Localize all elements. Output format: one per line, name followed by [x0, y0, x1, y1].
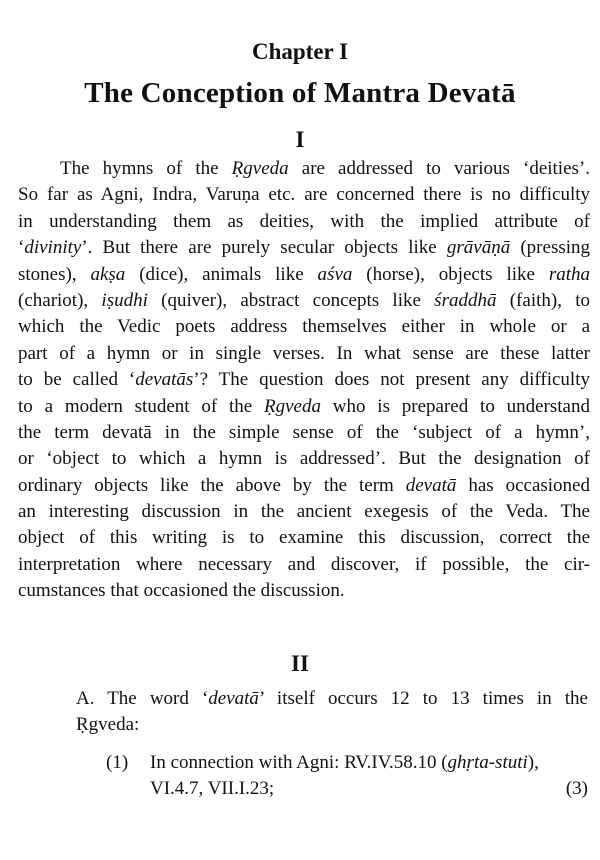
- italic-term: ratha: [548, 263, 591, 285]
- paragraph-line: cumstances that occasioned the discussion.: [18, 580, 345, 602]
- paragraph-line: in understanding them as deities, with the implied attribute of: [18, 210, 590, 232]
- italic-term: aśva: [317, 263, 353, 285]
- list-item-a-line-1: A. The word ‘devatā’ itself occurs 12 to 13 times in the: [76, 688, 588, 709]
- chapter-title: The Conception of Mantra Devatā: [84, 77, 516, 109]
- list-item-1-refs: VI.4.7, VII.I.23;: [150, 778, 275, 800]
- italic-term: devatās: [135, 369, 194, 391]
- paragraph-line: The hymns of the Ṛgveda are addressed to various ‘deities’.: [60, 158, 590, 179]
- italic-term: ghṛta-stuti: [447, 752, 528, 773]
- italic-term: śraddhā: [434, 289, 497, 311]
- list-item-a: [76, 686, 588, 739]
- paragraph-line: So far as Agni, Indra, Varuṇa etc. are concerned there is no difficulty: [18, 184, 590, 206]
- italic-term: Ṛgveda: [264, 395, 321, 417]
- paragraph-line: ordinary objects like the above by the term devatā has occasioned: [18, 474, 590, 496]
- italic-term: devatā: [208, 688, 259, 709]
- paragraph-line: which the Vedic poets address themselves either in whole or a: [18, 316, 590, 338]
- paragraph-line: the term devatā in the simple sense of the ‘subject of a hymn’,: [18, 421, 590, 443]
- italic-term: devatā: [405, 474, 457, 496]
- chapter-label: Chapter I: [251, 39, 349, 64]
- paragraph-line: (chariot), iṣudhi (quiver), abstract concepts like śraddhā (faith), to: [18, 289, 590, 311]
- italic-term: Ṛgveda: [231, 158, 289, 179]
- list-item-1-text: In connection with Agni: RV.IV.58.10 (ghṛta-stuti),: [150, 752, 539, 773]
- list-item-a-line-2: Ṛgveda:: [76, 714, 140, 736]
- section-heading-i: I: [295, 127, 305, 152]
- section-heading-ii: II: [291, 651, 309, 676]
- paragraph-line: object of this writing is to examine this discussion, correct the: [18, 527, 590, 549]
- body-paragraph: [18, 156, 590, 605]
- italic-term: grāvāṇā: [446, 237, 511, 259]
- list-item-1: [106, 750, 588, 803]
- paragraph-line: part of a hymn or in single verses. In what sense are these latter: [18, 342, 590, 364]
- italic-term: akṣa: [90, 263, 126, 285]
- paragraph-line: interpretation where necessary and discover, if possible, the cir-: [18, 553, 590, 575]
- italic-term: divinity: [24, 237, 82, 259]
- paragraph-line: or ‘object to which a hymn is addressed’. But the designation of: [18, 448, 590, 470]
- paragraph-line: stones), akṣa (dice), animals like aśva (horse), objects like ratha: [18, 263, 591, 285]
- paragraph-line: to a modern student of the Ṛgveda who is prepared to understand: [18, 395, 590, 417]
- paragraph-line: ‘divinity’. But there are purely secular objects like grāvāṇā (pressing: [18, 237, 591, 259]
- page-ref-number: (3): [565, 778, 588, 800]
- paragraph-line: an interesting discussion in the ancient exegesis of the Veda. The: [18, 501, 590, 523]
- italic-term: iṣudhi: [101, 289, 148, 311]
- paragraph-line: to be called ‘devatās’? The question does not present any difficulty: [18, 369, 590, 391]
- list-item-1-line-1: [106, 750, 588, 776]
- list-item-1-number: (1): [106, 752, 129, 773]
- list-item-1-line-2: [106, 776, 588, 802]
